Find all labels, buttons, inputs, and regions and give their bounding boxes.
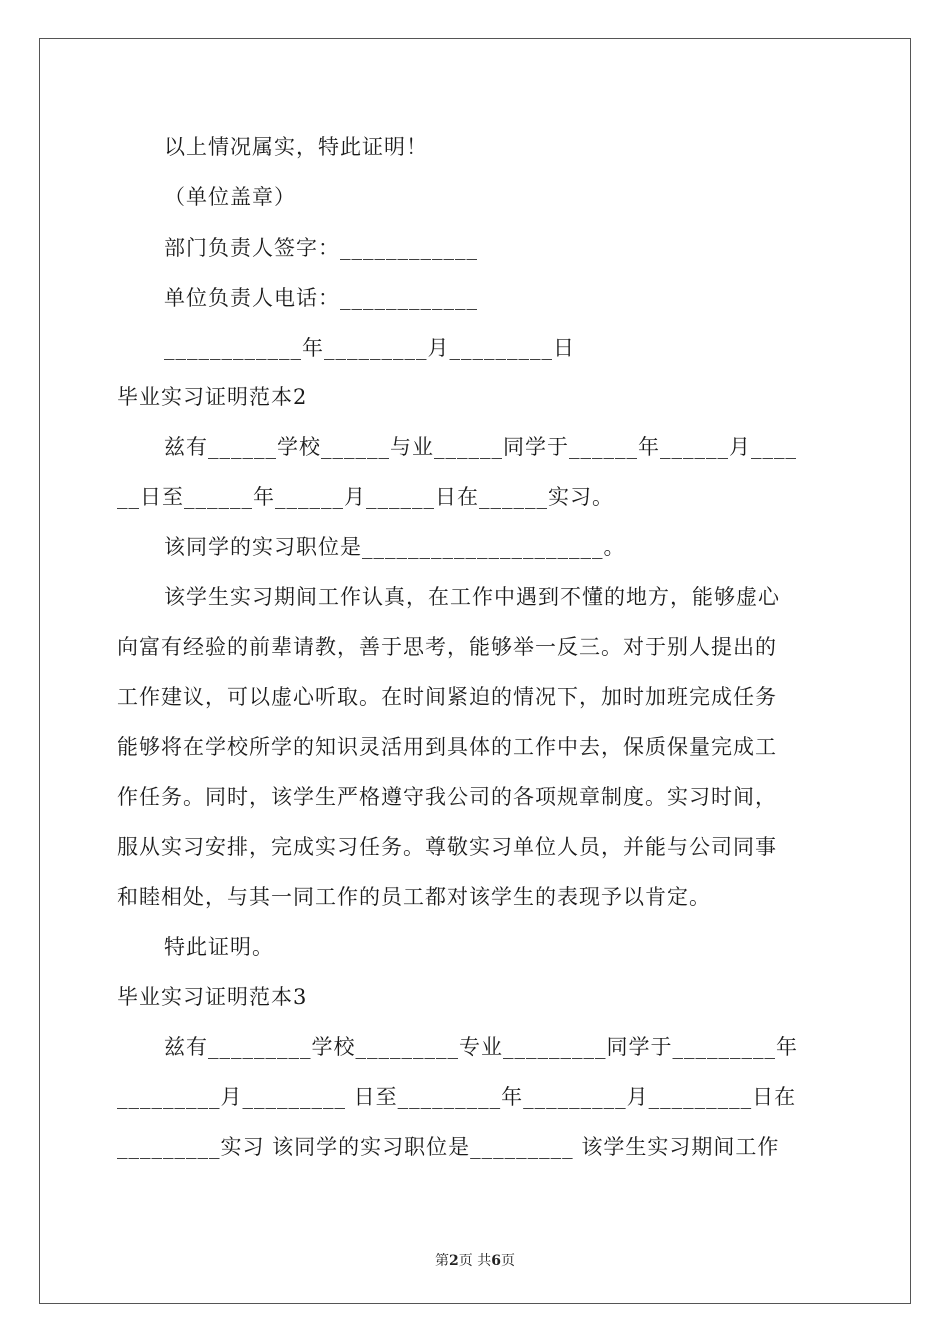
text-line: 以上情况属实，特此证明！ [164,135,428,159]
text-line: __日至______年______月______日在______实习。 [117,485,614,509]
page-footer [0,1250,950,1270]
text-line: 兹有_________学校_________专业_________同学于_________年 [164,1035,798,1059]
text-line: 服从实习安排，完成实习任务。尊敬实习单位人员，并能与公司同事 [117,835,777,859]
text-line: 该同学的实习职位是_____________________。 [164,535,626,559]
text-line: 工作建议，可以虚心听取。在时间紧迫的情况下，加时加班完成任务 [117,685,777,709]
text-line: 部门负责人签字：____________ [164,236,478,260]
text-line: 和睦相处，与其一同工作的员工都对该学生的表现予以肯定。 [117,885,711,909]
text-line: 兹有______学校______与业______同学于______年______月____ [164,435,797,459]
text-line: 向富有经验的前辈请教，善于思考，能够举一反三。对于别人提出的 [117,635,777,659]
text-line: 单位负责人电话：____________ [164,286,478,310]
text-line: _________实习 该同学的实习职位是_________ 该学生实习期间工作 [117,1135,780,1159]
text-line: _________月_________ 日至_________年_________月_________日在 [117,1085,797,1109]
footer-suffix: 页 [500,1253,515,1269]
text-line: 能够将在学校所学的知识灵活用到具体的工作中去，保质保量完成工 [117,735,777,759]
text-line: ____________年_________月_________日 [164,336,575,360]
page-border [39,38,911,1304]
text-line: （单位盖章） [164,185,296,209]
page-total: 6 [491,1253,501,1269]
section-heading: 毕业实习证明范本2 [117,385,308,409]
text-line: 特此证明。 [164,935,274,959]
page-number: 2 [449,1253,459,1269]
text-line: 该学生实习期间工作认真，在工作中遇到不懂的地方，能够虚心 [164,585,780,609]
section-heading: 毕业实习证明范本3 [117,985,308,1009]
footer-prefix: 第 [435,1253,450,1269]
text-line: 作任务。同时，该学生严格遵守我公司的各项规章制度。实习时间， [117,785,777,809]
footer-mid: 页 共 [458,1253,492,1269]
